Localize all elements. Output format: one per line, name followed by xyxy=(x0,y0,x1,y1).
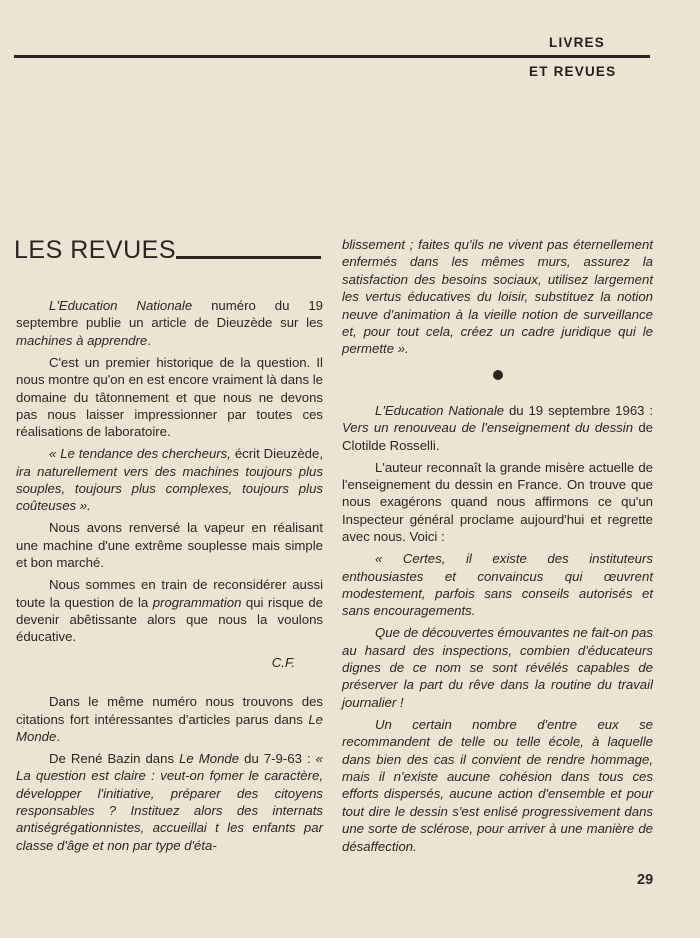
quote: Un certain nombre d'entre eux se recommandent de telle ou telle école, à laquelle dans bien des cas il convient de rendre hommage, mais il n'existe aucune cohésion dans tous ces efforts dispersés, aucune action d'ensemble et pour tout dire le dessin s'est enlisé progressivement dans une sorte de sclérose, pour arriver à une manière de désaffection. xyxy=(342,716,653,854)
paragraph: Nous avons renversé la vapeur en réalisant une machine d'une extrême souplesse mais simple et bon marché. xyxy=(16,520,323,571)
paragraph-text: numéro du 19 septembre publie un article de Dieuzède sur les xyxy=(16,298,323,331)
quote: « Certes, il existe des instituteurs enthousiastes et convaincus qui œuvrent modestement, parfois sans conseils autorisés et sans encouragements. xyxy=(342,551,653,619)
paragraph-text: Nous sommes en train de reconsidérer aussi toute la question de la xyxy=(16,577,323,610)
section-bullet-icon xyxy=(493,370,503,380)
section-header-livres: LIVRES xyxy=(549,35,605,50)
article-subject: Vers un renouveau de l'enseignement du dessin xyxy=(342,420,634,436)
paragraph xyxy=(16,693,323,745)
journal-name: L'Education Nationale xyxy=(375,402,505,418)
paragraph xyxy=(342,550,653,620)
paragraph xyxy=(342,716,653,855)
paragraph-text: qui risque de devenir abêtissante alors que nous la voulons éducative. xyxy=(16,594,323,645)
quote: Que de découvertes émouvantes ne fait-on pas au hasard des inspections, combien d'éducateurs dignes de ce nom se sont révélés capables de préserver la part du rêve dans la routine du travail journalier ! xyxy=(342,625,653,710)
keyword: programmation xyxy=(152,594,242,610)
title-rule xyxy=(176,256,321,259)
header-rule xyxy=(14,55,650,58)
page-number: 29 xyxy=(637,872,654,888)
paragraph xyxy=(16,297,323,349)
newspaper-name: Le Monde xyxy=(179,750,240,766)
paragraph-text: De René Bazin dans xyxy=(49,750,180,766)
paragraph: C'est un premier historique de la question. Il nous montre qu'on en est encore vraiment là dans le domaine du tâtonnement et que nous ne devons pas nous laisser impressionner par toutes ces réalisations de laboratoire. xyxy=(16,354,323,440)
article-subject: machines à apprendre xyxy=(16,332,148,348)
right-column xyxy=(342,236,653,860)
paragraph-text: . xyxy=(147,332,151,348)
newspaper-name: Le Monde xyxy=(16,711,323,744)
paragraph xyxy=(16,750,323,854)
left-column xyxy=(16,297,323,859)
paragraph-text: Dans le même numéro nous trouvons des citations fort intéressantes d'articles parus dans xyxy=(16,694,323,727)
quote: blissement ; faites qu'ils ne vivent pas éternellement enfermés dans les mêmes murs, assurez la satisfaction des besoins sociaux, utilisez largement les vertus éducatives du loisir, substituez la notion neuve d'animation à la vieille notion de surveillance et, pour tout cela, créez un cadre juridique qui le permette ». xyxy=(342,237,653,357)
paragraph xyxy=(16,576,323,646)
quote: ira naturellement vers des machines toujours plus souples, toujours plus complexes, toujours plus coûteuses ». xyxy=(16,463,323,514)
paragraph xyxy=(342,402,653,454)
paragraph xyxy=(16,445,323,515)
paragraph-text: écrit Dieuzède, xyxy=(230,446,324,462)
quote: « La question est claire : veut-on fo᷊mer le caractère, développer l'initiative, préparer des citoyens responsables ? Instituez alors des internats antiségrégationnistes, accueillai t les enfants par classe d'âge et non par type d'éta- xyxy=(16,750,324,853)
paragraph-text: . xyxy=(56,728,60,744)
paragraph-text: du 7-9-63 : xyxy=(239,750,316,766)
paragraph xyxy=(342,236,653,358)
paragraph: L'auteur reconnaît la grande misère actuelle de l'enseignement du dessin en France. On trouve que nous exagérons quand nous affirmons ce qu'un Inspecteur général proclame aujourd'hui et regrette avec nous. Voici : xyxy=(342,459,653,545)
quote: « Le tendance des chercheurs, xyxy=(49,446,231,462)
signature: C.F. xyxy=(271,654,295,670)
paragraph-text: du 19 septembre 1963 : xyxy=(504,402,654,418)
paragraph xyxy=(342,624,653,711)
section-header-revues: ET REVUES xyxy=(529,64,617,79)
paragraph-text: de Clotilde Rosselli. xyxy=(342,420,653,453)
journal-name: L'Education Nationale xyxy=(49,298,193,313)
article-title: LES REVUES xyxy=(14,236,177,264)
